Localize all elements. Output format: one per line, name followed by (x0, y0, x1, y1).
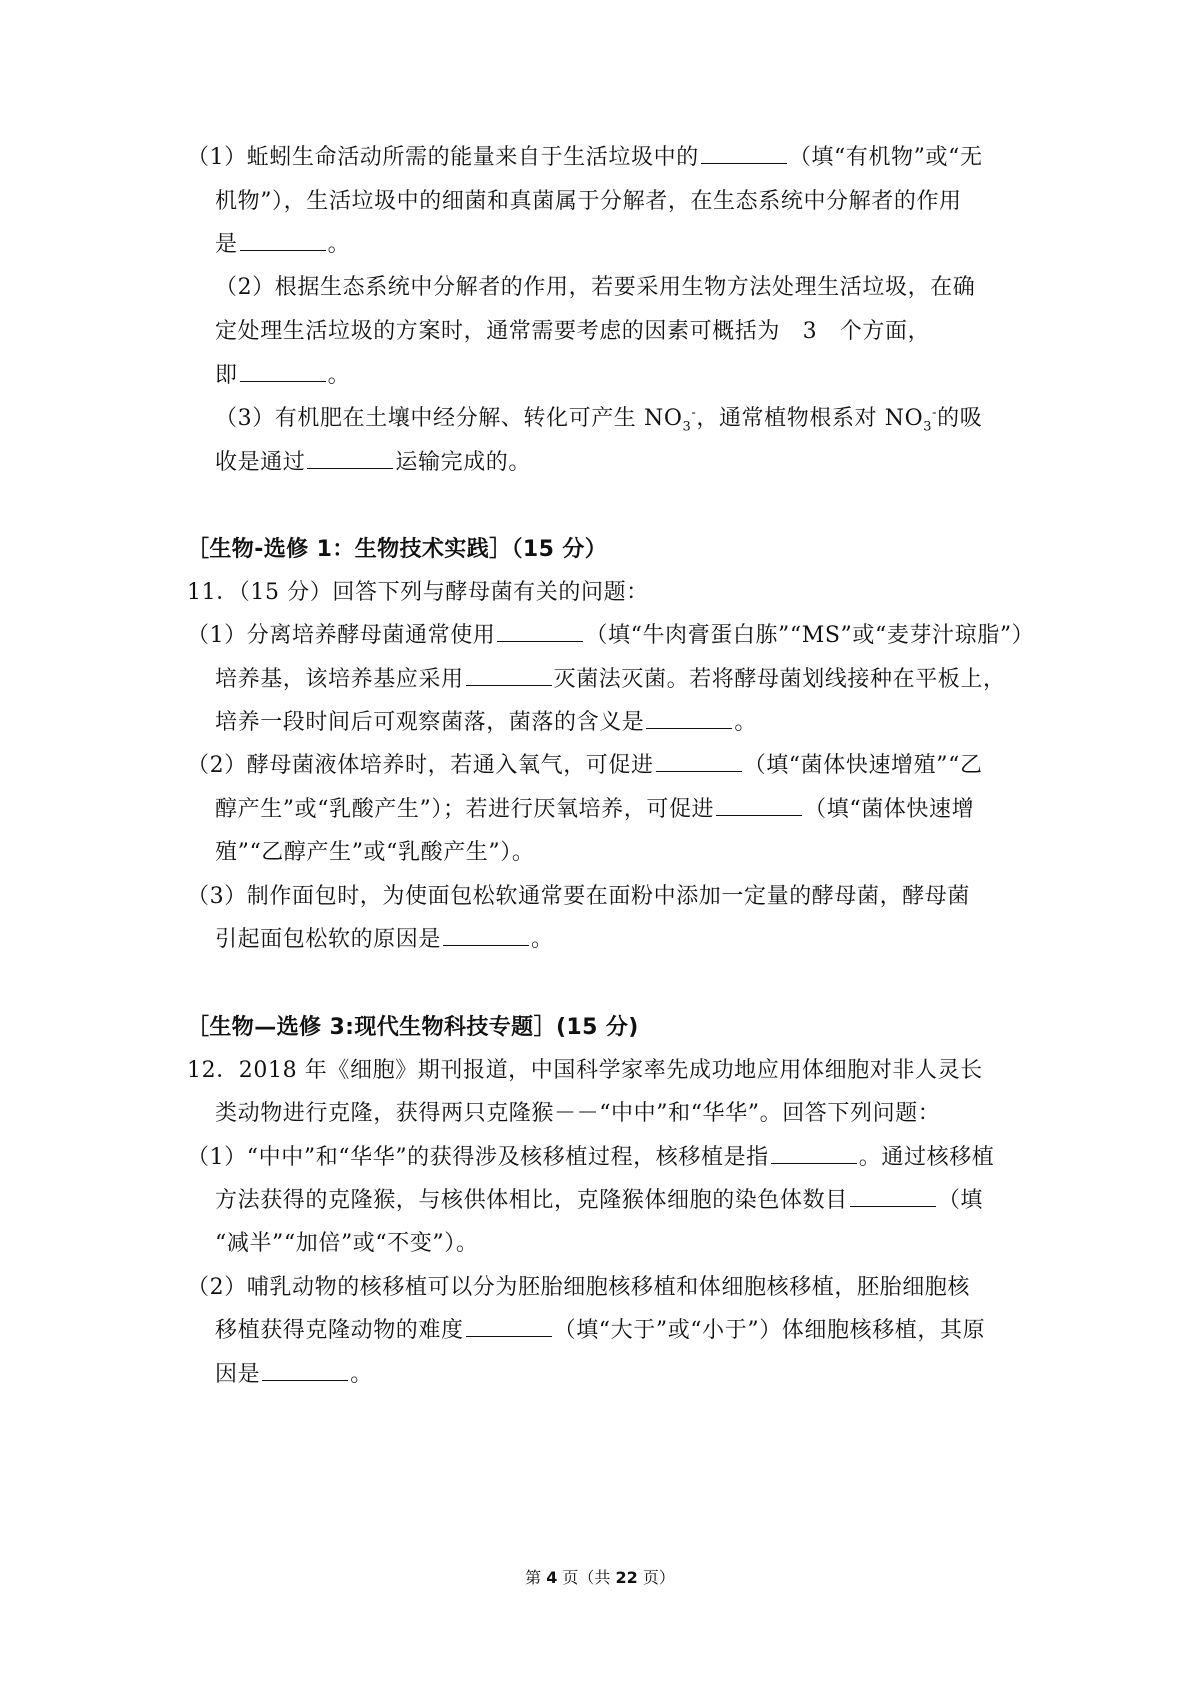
q10-part1-line1 (187, 143, 983, 173)
q12-part2-line2 (215, 1316, 985, 1346)
answer-blank[interactable] (240, 232, 326, 251)
text: 类动物进行克隆，获得两只克隆猴－－“中中”和“华华”。回答下列问题： (215, 1101, 941, 1126)
footer-text: 第 (525, 1568, 547, 1587)
text: 引起面包松软的原因是 (215, 927, 442, 952)
text: 12．2018 年《细胞》期刊报道，中国科学家率先成功地应用体细胞对非人灵长 (187, 1058, 983, 1083)
footer-text: 页（共 (557, 1568, 616, 1587)
answer-blank[interactable] (307, 450, 393, 469)
section-heading-elective-1: ［生物-选修 1：生物技术实践］（15 分） (187, 537, 608, 562)
text: （1）蚯蚓生命活动所需的能量来自于生活垃圾中的 (187, 145, 699, 170)
q12-part1-line2 (215, 1186, 983, 1216)
text: 方法获得的克隆猴，与核供体相比，克隆猴体细胞的染色体数目 (215, 1188, 848, 1213)
text: 定处理生活垃圾的方案时，通常需要考虑的因素可概括为 3 个方面， (215, 319, 931, 344)
q12-stem-line2 (215, 1099, 940, 1129)
q10-part2-line2 (215, 317, 930, 347)
text: 机物”），生活垃圾中的细菌和真菌属于分解者，在生态系统中分解者的作用 (215, 189, 962, 214)
text: （2）根据生态系统中分解者的作用，若要采用生物方法处理生活垃圾，在确 (215, 275, 976, 300)
q11-part1-line3 (215, 708, 757, 738)
section-heading-elective-3: ［生物—选修 3:现代生物科技专题］(15 分) (187, 1015, 639, 1040)
q12-part2-line1 (187, 1273, 970, 1303)
q10-part3-line1 (215, 404, 982, 434)
text: （2）酵母菌液体培养时，若通入氧气，可促进 (187, 753, 654, 778)
q10-part2-line3 (215, 361, 350, 391)
q11-part2-line3 (215, 838, 534, 868)
q12-part2-line3 (215, 1360, 373, 1390)
page-footer (0, 1568, 1200, 1588)
text: 。 (531, 927, 554, 952)
text: （填“大于”或“小于”）体细胞核移植，其原 (553, 1318, 986, 1343)
text: （3）制作面包时，为使面包松软通常要在面粉中添加一定量的酵母菌，酵母菌 (187, 884, 970, 909)
answer-blank[interactable] (240, 363, 326, 382)
q12-part1-line1 (187, 1143, 994, 1173)
text: 因是 (215, 1362, 261, 1387)
text: “减半”“加倍”或“不变”）。 (215, 1231, 479, 1256)
q10-part2-line1 (215, 273, 975, 303)
answer-blank[interactable] (771, 1145, 857, 1164)
text: 。 (350, 1362, 373, 1387)
q10-part1-line3 (215, 230, 350, 260)
text: 。 (327, 363, 351, 388)
q11-part2-line1 (187, 751, 983, 781)
text: （填 (937, 1188, 984, 1213)
superscript: - (932, 405, 938, 421)
text: 即 (215, 363, 238, 388)
answer-blank[interactable] (716, 797, 802, 816)
text: （填“有机物”或“无 (788, 145, 983, 170)
text: 移植获得克隆动物的难度 (215, 1318, 464, 1343)
q11-part3-line1 (187, 882, 970, 912)
q12-part1-line3 (215, 1229, 478, 1259)
text: （填“菌体快速增殖”“乙 (743, 753, 983, 778)
answer-blank[interactable] (850, 1188, 936, 1207)
text: 灭菌法灭菌。若将酵母菌划线接种在平板上， (553, 667, 1006, 692)
q11-part3-line2 (215, 925, 554, 955)
text: （2）哺乳动物的核移植可以分为胚胎细胞核移植和体细胞核移植，胚胎细胞核 (187, 1275, 970, 1300)
answer-blank[interactable] (466, 667, 552, 686)
subscript: 3 (682, 419, 692, 435)
q10-part1-line2 (215, 187, 962, 217)
text: ，通常植物根系对 NO (696, 406, 924, 431)
text: 。通过核移植 (858, 1145, 995, 1170)
q11-stem (187, 578, 649, 608)
answer-blank[interactable] (497, 623, 583, 642)
q10-part3-line2 (215, 448, 531, 478)
text: 醇产生”或“乳酸产生”）；若进行厌氧培养，可促进 (215, 797, 715, 822)
q11-part1-line2 (215, 665, 1006, 695)
text: 培养基，该培养基应采用 (215, 667, 464, 692)
text: 运输完成的。 (395, 450, 532, 475)
text: 。 (734, 710, 758, 735)
text: （1）分离培养酵母菌通常使用 (187, 623, 496, 648)
text: （填“菌体快速增 (804, 797, 975, 822)
answer-blank[interactable] (443, 927, 529, 946)
text: （1）“中中”和“华华”的获得涉及核移植过程，核移植是指 (187, 1145, 769, 1170)
q11-part1-line1 (187, 621, 1034, 651)
answer-blank[interactable] (466, 1318, 552, 1337)
answer-blank[interactable] (701, 145, 787, 164)
answer-blank[interactable] (646, 710, 732, 729)
answer-blank[interactable] (656, 753, 742, 772)
q11-part2-line2 (215, 795, 974, 825)
text: 培养一段时间后可观察菌落，菌落的含义是 (215, 710, 645, 735)
text: 。 (327, 232, 351, 257)
text: 的吸 (937, 406, 983, 431)
text: （填“牛肉膏蛋白胨”“MS”或“麦芽汁琼脂”） (585, 623, 1035, 648)
text: 收是通过 (215, 450, 306, 475)
text: 殖”“乙醇产生”或“乳酸产生”）。 (215, 840, 535, 865)
footer-text: 页） (637, 1568, 675, 1587)
answer-blank[interactable] (262, 1362, 348, 1381)
subscript: 3 (923, 419, 933, 435)
superscript: - (691, 405, 697, 421)
text: 是 (215, 232, 238, 257)
page-number: 4 (546, 1568, 558, 1587)
text: （3）有机肥在土壤中经分解、转化可产生 NO (215, 406, 683, 431)
q12-stem-line1 (187, 1056, 983, 1086)
text: 11．（15 分）回答下列与酵母菌有关的问题： (187, 580, 649, 605)
total-pages: 22 (615, 1568, 638, 1587)
